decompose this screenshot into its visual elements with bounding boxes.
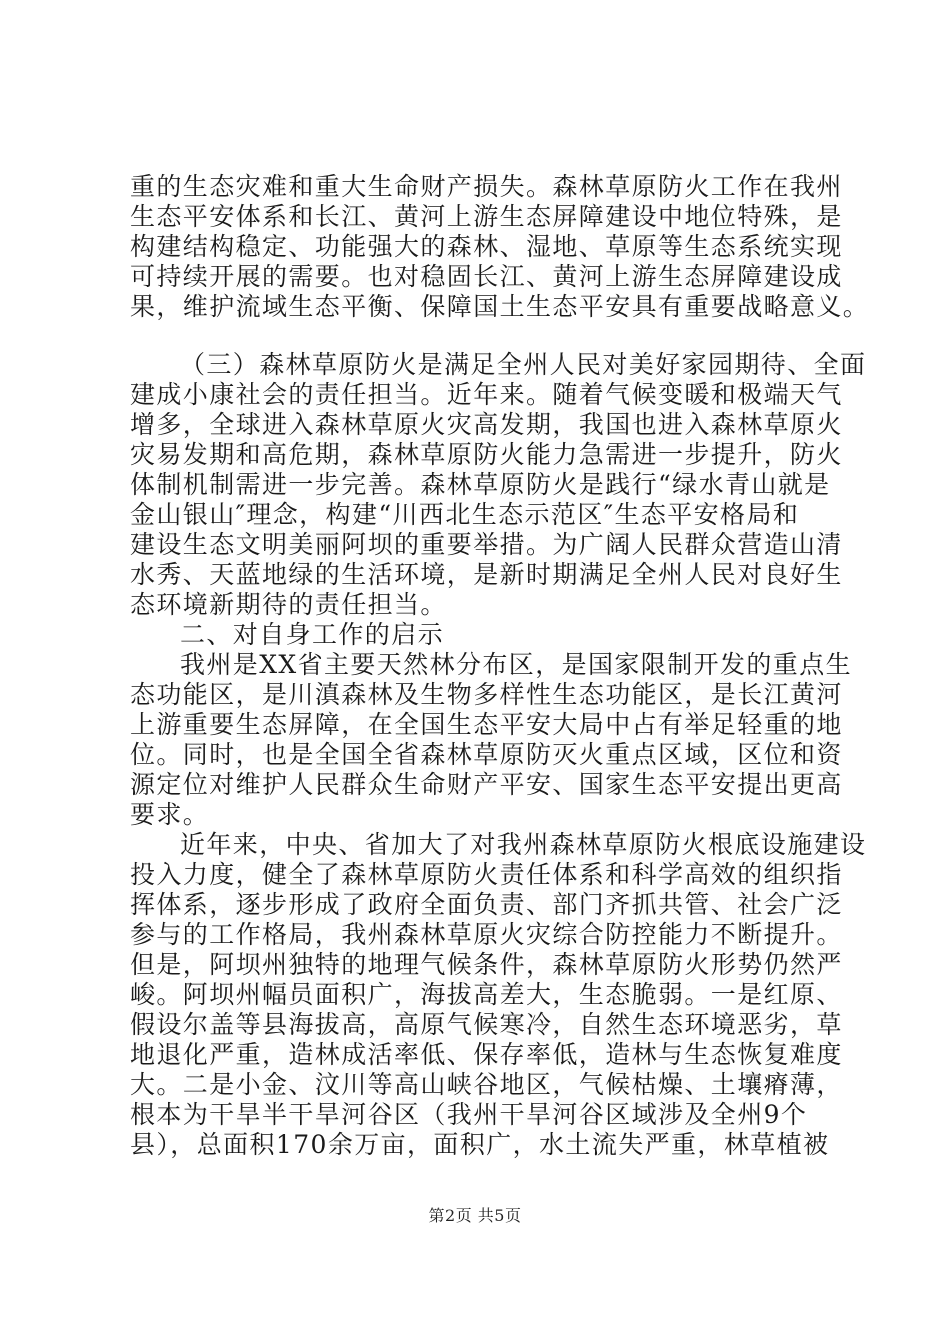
- paragraph-spacer: [130, 322, 850, 350]
- section-heading: [130, 620, 850, 650]
- text-line: 果，维护流域生态平衡、保障国土生态平安具有重要战略意义。: [130, 292, 870, 321]
- text-line: 建成小康社会的责任担当。近年来。随着气候变暖和极端天气: [130, 380, 843, 409]
- text-line: 增多，全球进入森林草原火灾高发期，我国也进入森林草原火: [130, 410, 843, 439]
- text-line: 但是，阿坝州独特的地理气候条件，森林草原防火形势仍然严: [130, 950, 843, 979]
- text-line: 根本为干旱半干旱河谷区（我州干旱河谷区域涉及全州9个: [130, 1100, 808, 1129]
- text-line: 假设尔盖等县海拔高，高原气候寒冷，自然生态环境恶劣，草: [130, 1010, 843, 1039]
- text-line: 县），总面积170余万亩，面积广，水土流失严重，林草植被: [130, 1130, 830, 1159]
- text-line: 水秀、天蓝地绿的生活环境，是新时期满足全州人民对良好生: [130, 560, 843, 589]
- text-line: 大。二是小金、汶川等高山峡谷地区，气候枯燥、土壤瘠薄，: [130, 1070, 843, 1099]
- text-line: 态环境新期待的责任担当。: [130, 590, 447, 619]
- text-line: 建设生态文明美丽阿坝的重要举措。为广阔人民群众营造山清: [130, 530, 843, 559]
- text-line: 挥体系，逐步形成了政府全面负责、部门齐抓共管、社会广泛: [130, 890, 843, 919]
- text-line: 投入力度，健全了森林草原防火责任体系和科学高效的组织指: [130, 860, 843, 889]
- paragraph-ecological-barrier: [130, 172, 870, 322]
- text-line: 可持续开展的需要。也对稳固长江、黄河上游生态屏障建设成: [130, 262, 843, 291]
- text-line: 金山银山″理念，构建“川西北生态示范区″生态平安格局和: [130, 500, 800, 529]
- text-line: 态功能区，是川滇森林及生物多样性生态功能区，是长江黄河: [130, 680, 843, 709]
- text-line: 位。同时，也是全国全省森林草原防灭火重点区域，区位和资: [130, 740, 843, 769]
- page-footer: 第2页 共5页: [428, 1206, 522, 1225]
- paragraph-recent-years: [130, 830, 867, 1160]
- text-line: 峻。阿坝州幅员面积广，海拔高差大，生态脆弱。一是红原、: [130, 980, 843, 1009]
- text-line: 参与的工作格局，我州森林草原火灾综合防控能力不断提升。: [130, 920, 843, 949]
- text-line: 源定位对维护人民群众生命财产平安、国家生态平安提出更高: [130, 770, 843, 799]
- text-line: 生态平安体系和长江、黄河上游生态屏障建设中地位特殊，是: [130, 202, 843, 231]
- text-line: （三）森林草原防火是满足全州人民对美好家园期待、全面: [180, 350, 867, 379]
- document-body: [130, 172, 870, 1160]
- text-line: 灾易发期和高危期，森林草原防火能力急需进一步提升，防火: [130, 440, 843, 469]
- text-line: 我州是XX省主要天然林分布区，是国家限制开发的重点生: [180, 650, 852, 679]
- text-line: 近年来，中央、省加大了对我州森林草原防火根底设施建设: [180, 830, 867, 859]
- paragraph-section-three: [130, 350, 867, 620]
- section-heading-text: 二、对自身工作的启示: [180, 620, 445, 649]
- text-line: 上游重要生态屏障，在全国生态平安大局中占有举足轻重的地: [130, 710, 843, 739]
- text-line: 要求。: [130, 800, 210, 829]
- paragraph-region-overview: [130, 650, 850, 830]
- text-line: 体制机制需进一步完善。森林草原防火是践行“绿水青山就是: [130, 470, 831, 499]
- text-line: 地退化严重，造林成活率低、保存率低，造林与生态恢复难度: [130, 1040, 843, 1069]
- text-line: 构建结构稳定、功能强大的森林、湿地、草原等生态系统实现: [130, 232, 843, 261]
- text-line: 重的生态灾难和重大生命财产损失。森林草原防火工作在我州: [130, 172, 843, 201]
